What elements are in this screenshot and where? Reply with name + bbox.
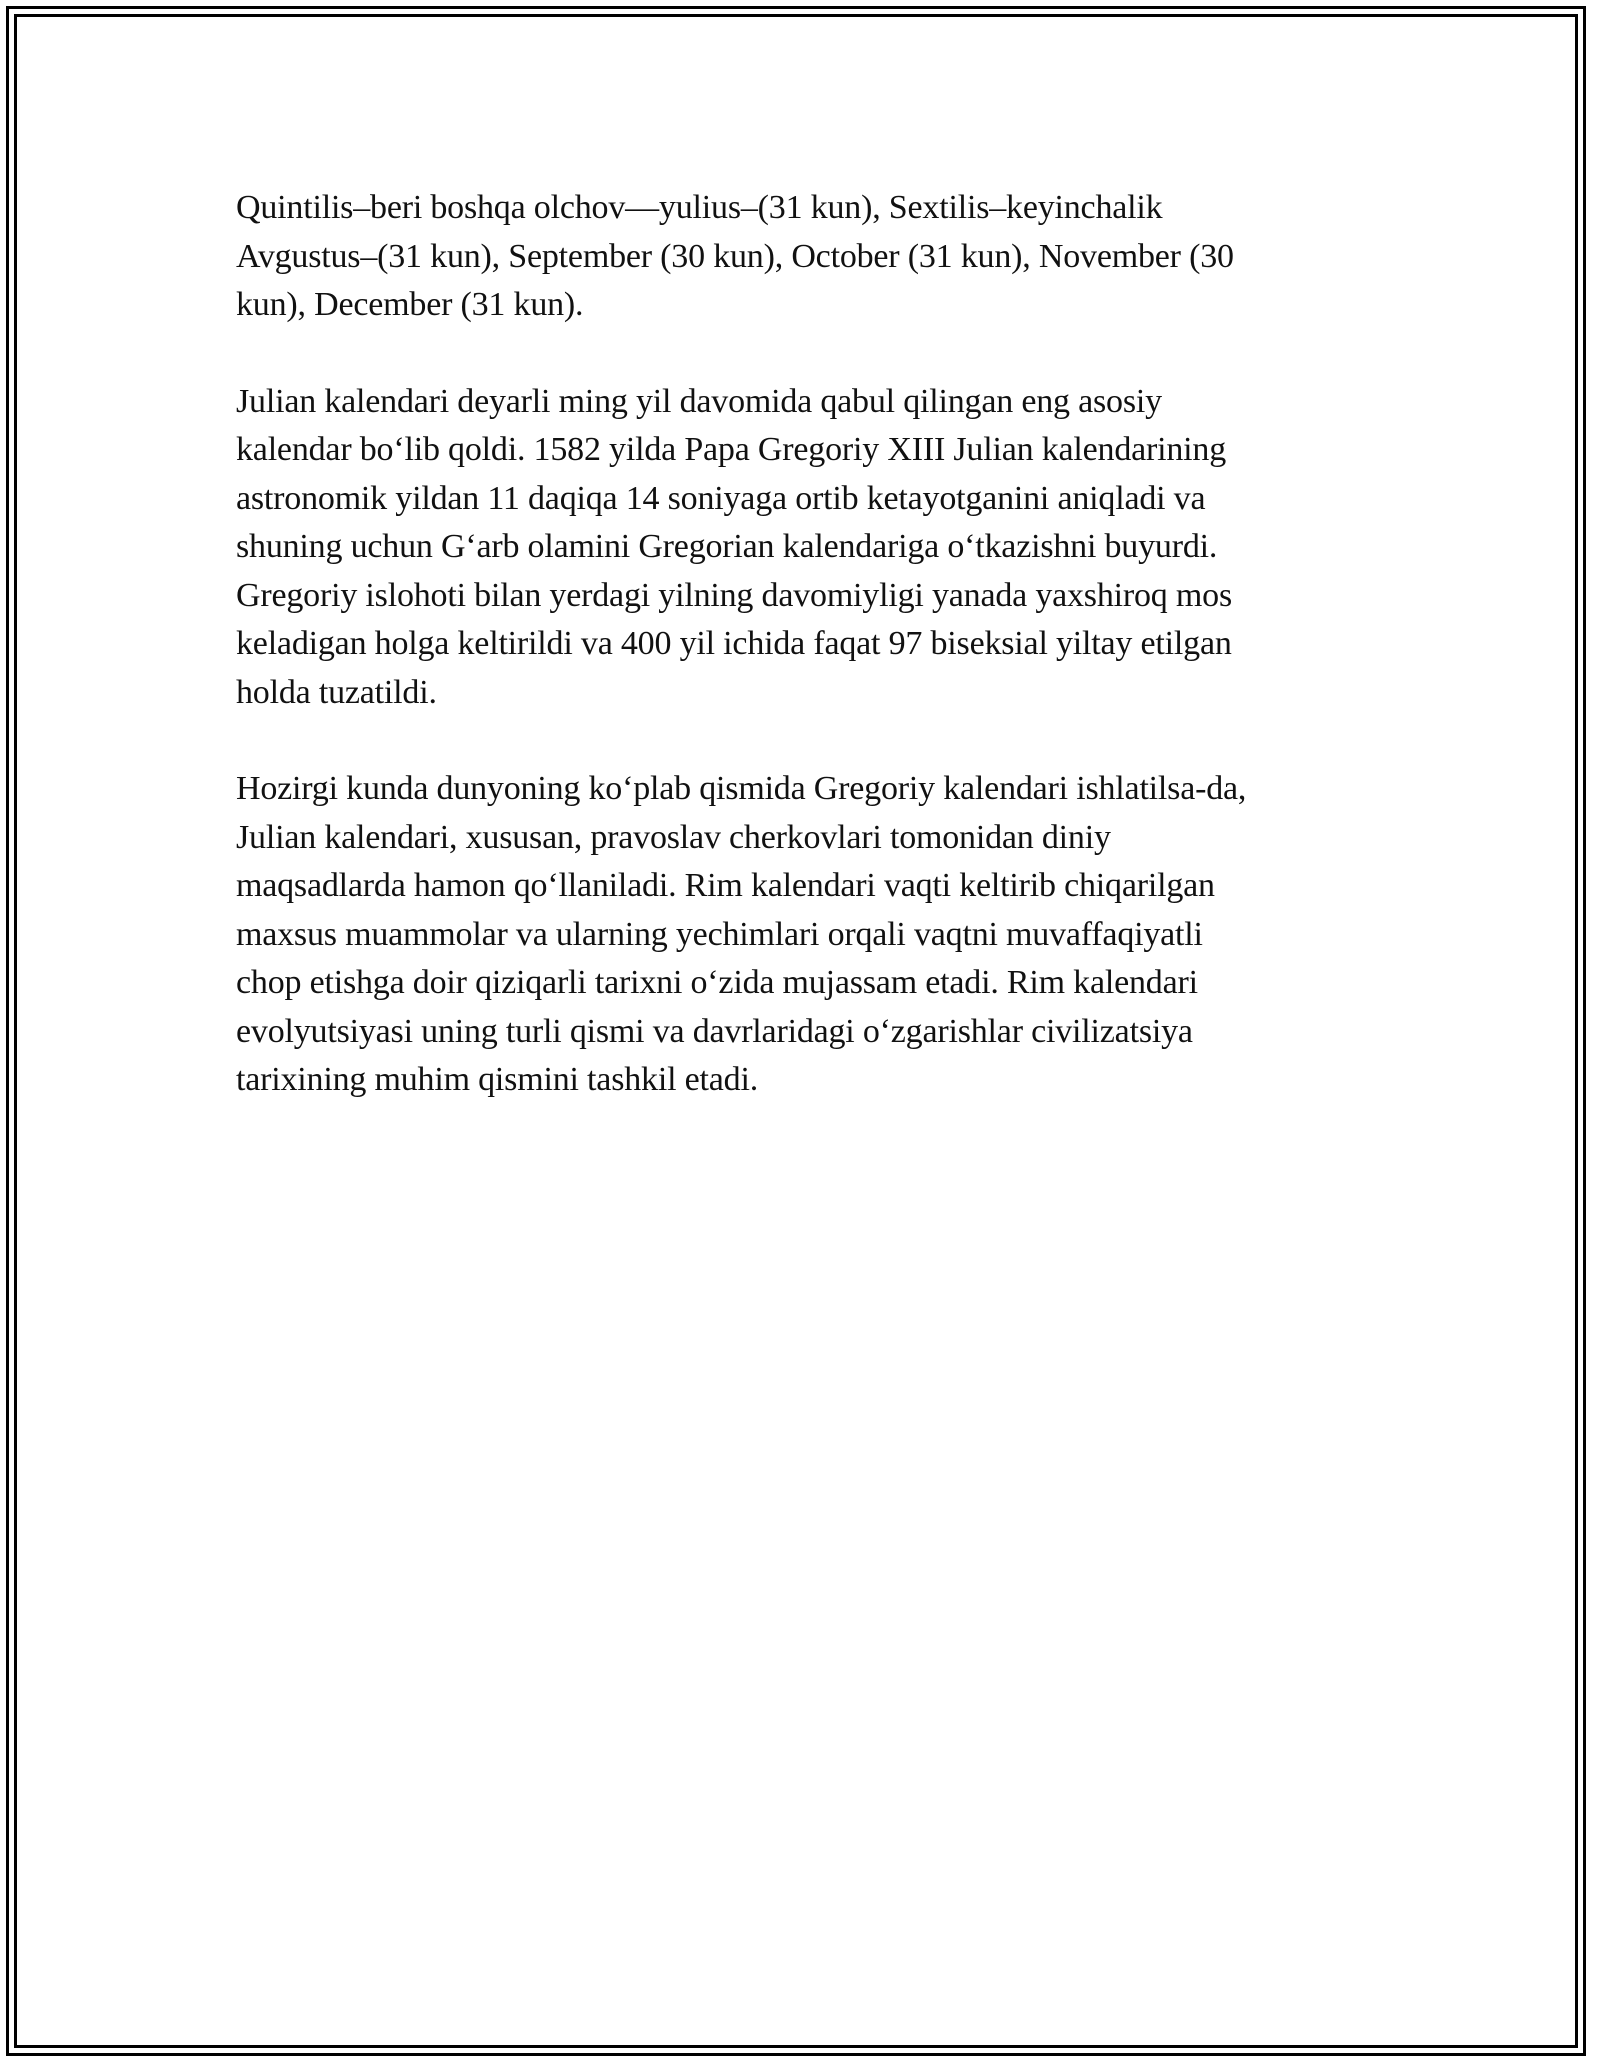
text-line: Gregoriy islohoti bilan yerdagi yilning davomiyligi yanada yaxshiroq mos [236, 576, 1232, 614]
text-line: Avgustus–(31 kun), September (30 kun), October (31 kun), November (30 [236, 237, 1234, 275]
text-line: shuning uchun G‘arb olamini Gregorian kalendariga o‘tkazishni buyurdi. [236, 528, 1218, 565]
text-line: kalendar bo‘lib qoldi. 1582 yilda Papa Gregoriy XIII Julian kalendarining [236, 431, 1227, 468]
text-line: chop etishga doir qiziqarli tarixni o‘zida mujassam etadi. Rim kalendari [236, 964, 1198, 1001]
text-line: tarixining muhim qismini tashkil etadi. [236, 1061, 758, 1098]
text-line: Hozirgi kunda dunyoning ko‘plab qismida Gregoriy kalendari ishlatilsa-da, [236, 770, 1247, 807]
paragraph-modern-usage [236, 765, 1366, 1105]
text-line: astronomik yildan 11 daqiqa 14 soniyaga ortib ketayotganini aniqladi va [236, 479, 1206, 517]
text-line: Quintilis–beri boshqa olchov—yulius–(31 kun), Sextilis–keyinchalik [236, 189, 1163, 226]
text-line: Julian kalendari, xususan, pravoslav cherkovlari tomonidan diniy [236, 818, 1111, 856]
text-line: evolyutsiyasi uning turli qismi va davrlaridagi o‘zgarishlar civilizatsiya [236, 1012, 1193, 1050]
paragraph-julian-gregorian [236, 378, 1366, 718]
text-line: kun), December (31 kun). [236, 286, 584, 323]
document-body [236, 184, 1366, 1153]
text-line: maqsadlarda hamon qo‘llaniladi. Rim kalendari vaqti keltirib chiqarilgan [236, 867, 1215, 904]
paragraph-months [236, 184, 1366, 330]
text-line: holda tuzatildi. [236, 673, 437, 711]
text-line: Julian kalendari deyarli ming yil davomida qabul qilingan eng asosiy [236, 382, 1162, 420]
text-line: keladigan holga keltirildi va 400 yil ichida faqat 97 biseksial yiltay etilgan [236, 625, 1232, 662]
text-line: maxsus muammolar va ularning yechimlari orqali vaqtni muvaffaqiyatli [236, 915, 1203, 953]
